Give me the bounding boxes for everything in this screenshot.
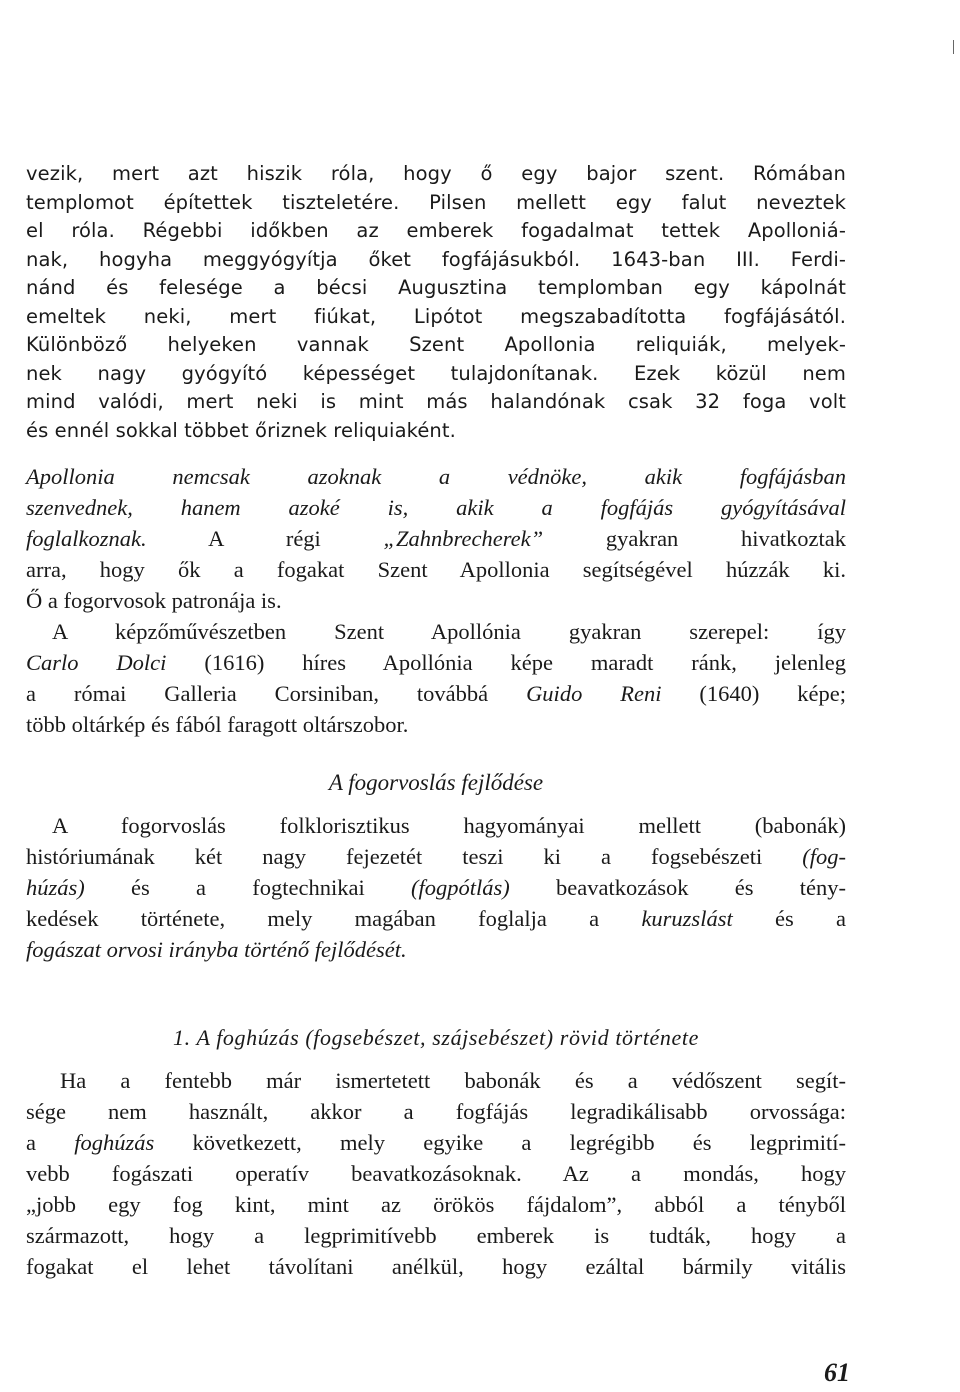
text-italic: „Zahnbrecherek” (383, 526, 544, 551)
text-line: fogakat el lehet távolítani anélkül, hogy ezáltal bármily vitális (26, 1254, 846, 1279)
text-italic: foglalkoznak. (26, 526, 147, 551)
text-run: és a (732, 906, 847, 931)
text-run: beavatkozások és tény- (509, 875, 846, 900)
text-line (26, 523, 846, 554)
text-italic: (fogpótlás) (411, 875, 510, 900)
text-line: és ennél sokkal többet őriznek reliquiaként. (26, 418, 456, 442)
text-run: históriumának két nagy fejezetét teszi ki a fogsebészeti (26, 844, 803, 869)
text-line (26, 647, 846, 678)
section-heading: A fogorvoslás fejlődése (328, 770, 544, 795)
text-line: vebb fogászati operatív beavatkozásoknak. Az a mondás, hogy (26, 1161, 846, 1186)
text-line: templomot építettek tiszteletére. Pilsen mellett egy falut neveztek (26, 190, 846, 214)
text-run: A régi (146, 526, 384, 551)
text-line: vezik, mert azt hiszik róla, hogy ő egy bajor szent. Rómában (26, 162, 846, 185)
text-run: (1640) képe; (661, 681, 846, 706)
text-run: a római Galleria Corsiniban, továbbá (26, 681, 527, 706)
text-line: Különböző helyeken vannak Szent Apollonia reliquiák, melyek- (26, 333, 846, 356)
text-run: gyakran hivatkoztak (543, 526, 846, 551)
page-body (26, 160, 846, 1282)
subsection-heading: 1. A foghúzás (fogsebészet, szájsebészet) rövid története (173, 1025, 699, 1050)
text-line (26, 903, 846, 934)
text-line: nek nagy gyógyító képességet tulajdonítanak. Ezek közül nem (26, 361, 846, 385)
text-run: (1616) híres Apollónia képe maradt ránk, jelenleg (166, 650, 846, 675)
text-line: szenvednek, hanem azoké is, akik a fogfájás gyógyításával (26, 495, 846, 520)
text-line: arra, hogy ők a fogakat Szent Apollonia segítségével húzzák ki. (26, 557, 846, 582)
text-line: nánd és felesége a bécsi Augusztina templomban egy kápolnát (26, 276, 846, 299)
text-italic: (fog- (802, 844, 846, 869)
text-line: emeltek neki, mert fiúkat, Lipótot megszabadította fogfájásától. (26, 304, 846, 328)
text-line (26, 678, 846, 709)
text-line: sége nem használt, akkor a fogfájás legradikálisabb orvossága: (26, 1099, 846, 1124)
text-line: Apollonia nemcsak azoknak a védnöke, akik fogfájásban (26, 464, 846, 489)
text-line: Ő a fogorvosok patronája is. (26, 588, 282, 613)
text-italic: Guido Reni (526, 681, 662, 706)
text-line (26, 1127, 846, 1158)
text-line: több oltárkép és fából faragott oltárszobor. (26, 712, 409, 737)
text-line: mind valódi, mert neki is mint más halandónak csak 32 foga volt (26, 390, 846, 413)
page-edge-mark (953, 40, 954, 54)
text-run: kedések története, mely magában foglalja a (26, 906, 642, 931)
text-line: A képzőművészetben Szent Apollónia gyakran szerepel: így (52, 619, 846, 644)
page-number: 61 (824, 1358, 850, 1387)
text-line: nak, hogyha meggyógyítja őket fogfájásukból. 1643-ban III. Ferdi- (26, 247, 846, 271)
text-line: fogászat orvosi irányba történő fejlődését. (26, 937, 407, 962)
text-italic: kuruzslást (641, 906, 733, 931)
text-run: a (26, 1130, 75, 1155)
text-italic: foghúzás (74, 1130, 155, 1155)
paragraph-apollonia-history (26, 160, 846, 445)
text-line: el róla. Régebbi időkben az emberek fogadalmat tettek Apolloniá- (26, 219, 846, 242)
paragraph-art (26, 616, 846, 740)
text-line: származott, hogy a legprimitívebb emberek is tudták, hogy a (26, 1223, 846, 1248)
text-italic: Carlo Dolci (26, 650, 167, 675)
paragraph-apollonia-patron (26, 461, 846, 616)
text-run: és a fogtechnikai (84, 875, 412, 900)
paragraph-tooth-extraction (26, 1065, 846, 1282)
text-run: következett, mely egyike a legrégibb és legprimití- (154, 1130, 846, 1155)
text-line (26, 841, 846, 872)
text-line: Ha a fentebb már ismertetett babonák és a védőszent segít- (60, 1068, 846, 1093)
text-italic: húzás) (26, 875, 85, 900)
text-line: A fogorvoslás folklorisztikus hagyományai mellett (babonák) (52, 813, 846, 838)
text-line (26, 872, 846, 903)
text-line: „jobb egy fog kint, mint az örökös fájdalom”, abból a tényből (26, 1192, 846, 1217)
paragraph-dentistry-development (26, 810, 846, 965)
